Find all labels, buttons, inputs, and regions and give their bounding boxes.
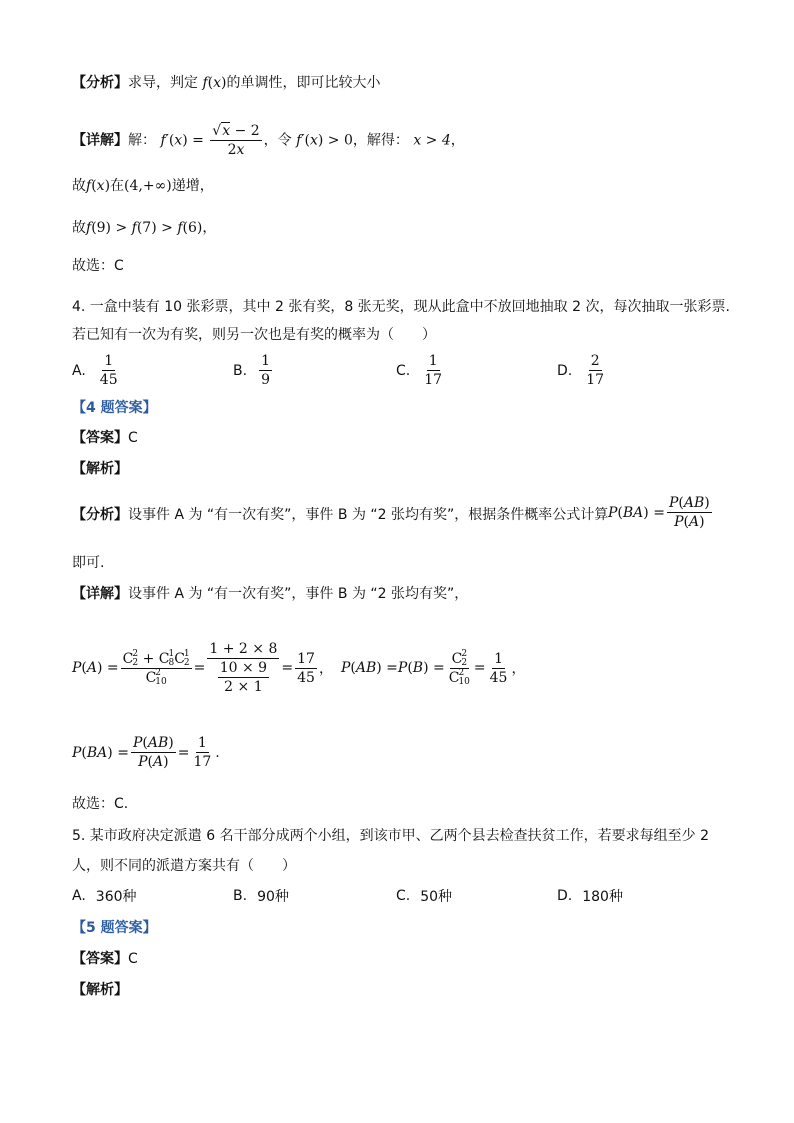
choice-line-3: 故选：C <box>72 258 124 274</box>
q5-answer-heading: 【5 题答案】 <box>72 920 157 936</box>
q5-option-c-label: C. <box>396 888 411 904</box>
analysis-tail: 的单调性，即可比较大小 <box>226 75 381 91</box>
q5-stem-2: 人，则不同的派遣方案共有（ ） <box>72 858 296 874</box>
q5-option-c <box>396 886 452 906</box>
q5-option-d-label: D. <box>557 888 573 904</box>
increasing-text: 递增， <box>171 178 214 194</box>
q4-detail-text: 设事件 A 为 “有一次有奖”，事件 B 为 “2 张均有奖”， <box>128 586 469 602</box>
q4-choice: 故选：C. <box>72 796 129 812</box>
compare-line: 故f(9) > f(7) > f(6)， <box>72 220 217 236</box>
q5-answer-line <box>72 949 138 969</box>
q4-option-a-den: 45 <box>99 372 118 388</box>
q4-option-a <box>72 352 122 389</box>
compare-comma: ， <box>202 220 217 236</box>
q5-answer-tag: 【答案】 <box>72 951 128 967</box>
q4-answer-value: C <box>128 430 138 446</box>
q4-analysis-tail: 即可. <box>72 555 105 571</box>
q4-analysis-line <box>72 505 608 525</box>
q4-option-c-num: 1 <box>428 353 438 369</box>
q4-option-a-label: A. <box>72 362 86 379</box>
analysis-text: 求导，判定 <box>128 75 198 91</box>
q4-probability-formula: P ( A ) = C 2 2 + C 1 8 C 1 2 C 2 10 = 1 + 2 × 8 10 × 9 2 × 1 = $\frac{17}{45}$ ， P ( AB ) = P ( B ) = C 2 2 C 2 10 = $\frac{1}{45}$ ， <box>72 641 526 695</box>
q5-option-b <box>233 886 289 906</box>
compare-gu: 故 <box>72 220 86 236</box>
detail-line: 【详解】解： f′(x) = $\frac{√x - 2}{2x}$ ，令 f′(x) > 0，解得： x > 4， <box>72 123 465 158</box>
q4-answer-heading: 【4 题答案】 <box>72 400 157 416</box>
q5-answer-value: C <box>128 951 138 967</box>
q4-result-formula: P ( BA ) = $\frac{P(AB)}{P(A)}$ = $\frac{1}{17}$ . <box>72 735 220 770</box>
analysis-tag: 【分析】 <box>72 75 128 91</box>
q5-option-c-text: 50种 <box>420 889 453 905</box>
q4-stem-2: 若已知有一次为有奖，则另一次也是有奖的概率为（ ） <box>72 327 436 343</box>
q4-answer-tag: 【答案】 <box>72 430 128 446</box>
q5-option-a-text: 360种 <box>95 889 137 905</box>
increasing-line: 故f(x)在(4,+∞)递增， <box>72 178 214 194</box>
q4-jiexi: 【解析】 <box>72 461 128 477</box>
q5-option-b-label: B. <box>233 888 248 904</box>
q4-option-c-den: 17 <box>424 372 443 388</box>
q4-option-a-num: 1 <box>104 353 114 369</box>
increasing-zai: 在 <box>110 178 125 194</box>
analysis-line: 【分析】求导，判定 f(x)的单调性，即可比较大小 <box>72 75 381 91</box>
detail-let: ，令 <box>263 132 292 149</box>
q4-detail-tag: 【详解】 <box>72 586 128 602</box>
q4-option-b-den: 9 <box>261 372 270 388</box>
q4-option-c <box>396 352 446 389</box>
q4-option-d-den: 17 <box>586 372 605 388</box>
function-f-x: f <box>202 75 208 91</box>
detail-tag: 【详解】 <box>72 132 128 149</box>
q5-option-d-text: 180种 <box>582 889 623 905</box>
q4-stem-1: 4. 一盒中装有 10 张彩票，其中 2 张有奖，8 张无奖，现从此盒中不放回地抽取 2 次，每次抽取一张彩票. <box>72 299 730 315</box>
q4-option-d-num: 2 <box>590 353 600 369</box>
q5-option-a <box>72 886 137 906</box>
q4-option-d-label: D. <box>557 362 573 379</box>
detail-solve: 解： <box>128 132 156 149</box>
q4-option-d <box>557 352 608 389</box>
q4-option-c-label: C. <box>396 362 411 379</box>
detail-comma: ， <box>450 132 465 149</box>
q5-jiexi: 【解析】 <box>72 982 128 998</box>
increasing-gu: 故 <box>72 178 86 194</box>
q5-option-b-text: 90种 <box>257 889 289 905</box>
q4-option-b-num: 1 <box>261 353 270 369</box>
q4-answer-line <box>72 428 138 448</box>
q4-analysis-tag: 【分析】 <box>72 507 128 523</box>
q4-detail-line <box>72 584 468 604</box>
q4-conditional-formula: P ( BA ) = $\frac{P(AB)}{P(A)}$ <box>608 495 710 530</box>
detail-solved: ，解得： <box>352 132 409 149</box>
q4-analysis-text: 设事件 A 为 “有一次有奖”，事件 B 为 “2 张均有奖”，根据条件概率公式计算 <box>128 507 609 523</box>
q4-option-b <box>233 352 274 389</box>
q5-stem-1: 5. 某市政府决定派遣 6 名干部分成两个小组，到该市甲、乙两个县去检查扶贫工作，若要求每组至少 2 <box>72 828 709 844</box>
q4-option-b-label: B. <box>233 362 248 379</box>
q5-option-d <box>557 886 623 906</box>
derivative-fraction: $\frac{√x - 2}{2x}$ <box>212 123 260 158</box>
q5-option-a-label: A. <box>72 888 86 904</box>
detail-result: x > 4 <box>413 132 451 149</box>
